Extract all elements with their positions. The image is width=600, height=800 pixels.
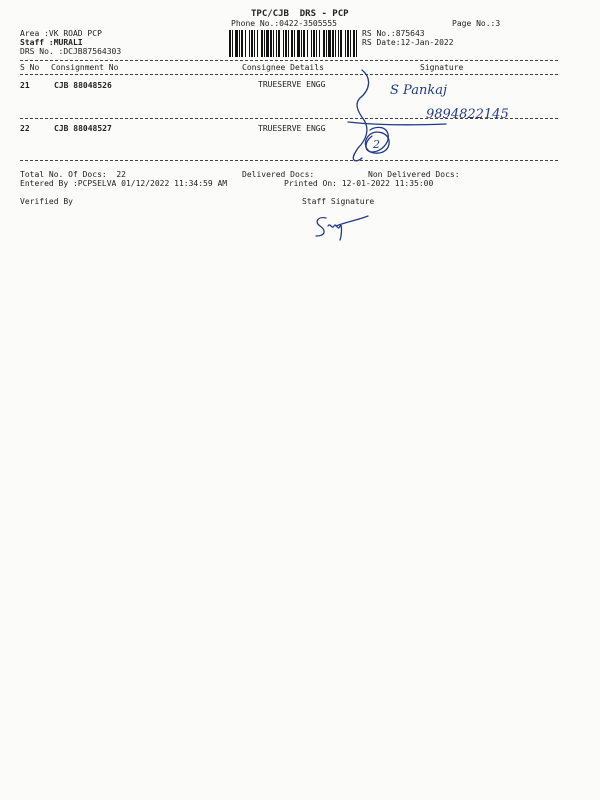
rs-date: RS Date:12-Jan-2022 xyxy=(362,38,454,47)
handwritten-receiver xyxy=(386,78,526,124)
staff-signature-scribble xyxy=(312,212,372,242)
printed-on: Printed On: 12-01-2022 11:35:00 xyxy=(284,179,434,188)
column-header-sno: S No xyxy=(20,63,40,72)
staff-field: Staff :MURALI xyxy=(20,38,83,47)
drs-number: DRS No. :DCJB87564303 xyxy=(20,47,122,56)
row-sno: 21 xyxy=(20,81,30,90)
svg-text:2: 2 xyxy=(373,138,380,151)
rs-number: RS No.:875643 xyxy=(362,29,425,38)
entered-by: Entered By :PCPSELVA 01/12/2022 11:34:59 AM xyxy=(20,179,228,188)
non-delivered-docs: Non Delivered Docs: xyxy=(368,170,460,179)
handwritten-signature: S Pankaj xyxy=(390,83,447,98)
phone-number: Phone No.:0422-3505555 xyxy=(231,19,337,28)
column-header-consignment: Consignment No xyxy=(51,63,119,72)
row-consignment-no: CJB 88048527 xyxy=(54,124,112,133)
divider xyxy=(20,60,558,61)
row-consignee: TRUESERVE ENGG xyxy=(258,80,326,89)
row-sno: 22 xyxy=(20,124,30,133)
delivered-docs: Delivered Docs: xyxy=(242,170,315,179)
row-consignee: TRUESERVE ENGG xyxy=(258,124,326,133)
page-number: Page No.:3 xyxy=(452,19,501,28)
staff-signature-label: Staff Signature xyxy=(302,197,375,206)
barcode xyxy=(229,30,359,57)
column-header-signature: Signature xyxy=(420,63,464,72)
verified-by-label: Verified By xyxy=(20,197,73,206)
page-title: TPC/CJB DRS - PCP xyxy=(251,9,349,19)
area-field: Area :VK ROAD PCP xyxy=(20,29,102,38)
total-docs: Total No. Of Docs: 22 xyxy=(20,170,126,179)
handwritten-circled-count xyxy=(362,130,392,156)
handwritten-phone: 9894822145 xyxy=(426,107,509,122)
column-header-consignee: Consignee Details xyxy=(242,63,324,72)
row-consignment-no: CJB 88048526 xyxy=(54,81,112,90)
